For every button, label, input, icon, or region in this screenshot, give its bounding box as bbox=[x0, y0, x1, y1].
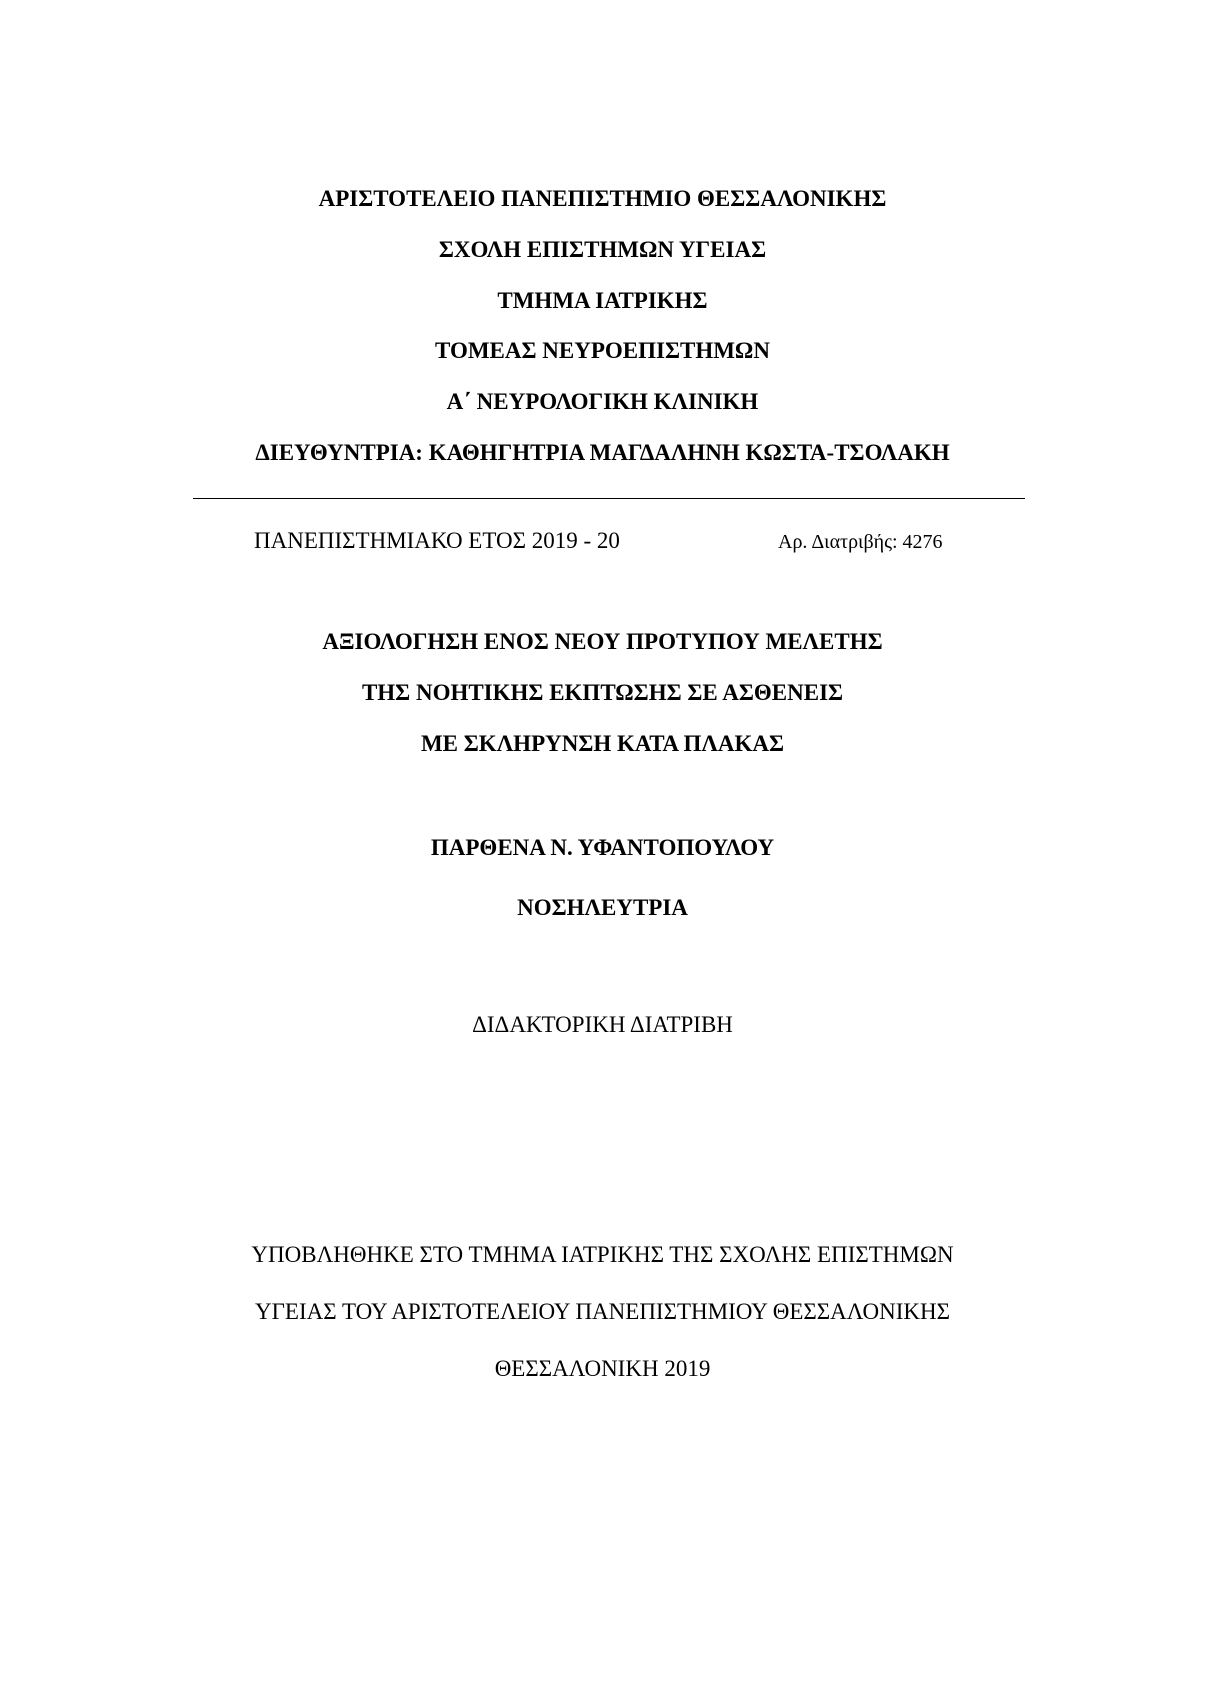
submission-line-1: ΥΠΟΒΛΗΘΗΚΕ ΣΤΟ ΤΜΗΜΑ ΙΑΤΡΙΚΗΣ ΤΗΣ ΣΧΟΛΗΣ ΕΠΙΣΤΗΜΩΝ bbox=[251, 1242, 954, 1267]
place-and-year: ΘΕΣΣΑΛΟΝΙΚΗ 2019 bbox=[494, 1356, 711, 1381]
academic-year: ΠΑΝΕΠΙΣΤΗΜΙΑΚΟ ΕΤΟΣ 2019 - 20 bbox=[254, 528, 620, 553]
header-divider bbox=[193, 498, 1025, 499]
thesis-title-line-1: ΑΞΙΟΛΟΓΗΣΗ ΕΝΟΣ ΝΕΟΥ ΠΡΟΤΥΠΟΥ ΜΕΛΕΤΗΣ bbox=[322, 629, 883, 654]
university-name: ΑΡΙΣΤΟΤΕΛΕΙΟ ΠΑΝΕΠΙΣΤΗΜΙΟ ΘΕΣΣΑΛΟΝΙΚΗΣ bbox=[318, 186, 887, 211]
document-type: ΔΙΔΑΚΤΟΡΙΚΗ ΔΙΑΤΡΙΒΗ bbox=[472, 1012, 733, 1037]
author-name: ΠΑΡΘΕΝΑ Ν. ΥΦΑΝΤΟΠΟΥΛΟΥ bbox=[430, 835, 775, 860]
sector-name: ΤΟΜΕΑΣ ΝΕΥΡΟΕΠΙΣΤΗΜΩΝ bbox=[435, 338, 770, 363]
clinic-name: Α΄ ΝΕΥΡΟΛΟΓΙΚΗ ΚΛΙΝΙΚΗ bbox=[446, 389, 759, 414]
author-profession: ΝΟΣΗΛΕΥΤΡΙΑ bbox=[517, 895, 688, 920]
meta-row bbox=[0, 529, 1205, 559]
school-name: ΣΧΟΛΗ ΕΠΙΣΤΗΜΩΝ ΥΓΕΙΑΣ bbox=[438, 237, 767, 262]
thesis-title-line-2: ΤΗΣ ΝΟΗΤΙΚΗΣ ΕΚΠΤΩΣΗΣ ΣΕ ΑΣΘΕΝΕΙΣ bbox=[361, 680, 844, 705]
thesis-title-line-3: ΜΕ ΣΚΛΗΡΥΝΣΗ ΚΑΤΑ ΠΛΑΚΑΣ bbox=[420, 731, 785, 756]
thesis-number: Αρ. Διατριβής: 4276 bbox=[778, 531, 943, 553]
submission-line-2: ΥΓΕΙΑΣ ΤΟΥ ΑΡΙΣΤΟΤΕΛΕΙΟΥ ΠΑΝΕΠΙΣΤΗΜΙΟΥ ΘΕΣΣΑΛΟΝΙΚΗΣ bbox=[255, 1299, 950, 1324]
department-name: ΤΜΗΜΑ ΙΑΤΡΙΚΗΣ bbox=[497, 288, 708, 313]
director-line: ΔΙΕΥΘΥΝΤΡΙΑ: ΚΑΘΗΓΗΤΡΙΑ ΜΑΓΔΑΛΗΝΗ ΚΩΣΤΑ-ΤΣΟΛΑΚΗ bbox=[255, 440, 950, 465]
